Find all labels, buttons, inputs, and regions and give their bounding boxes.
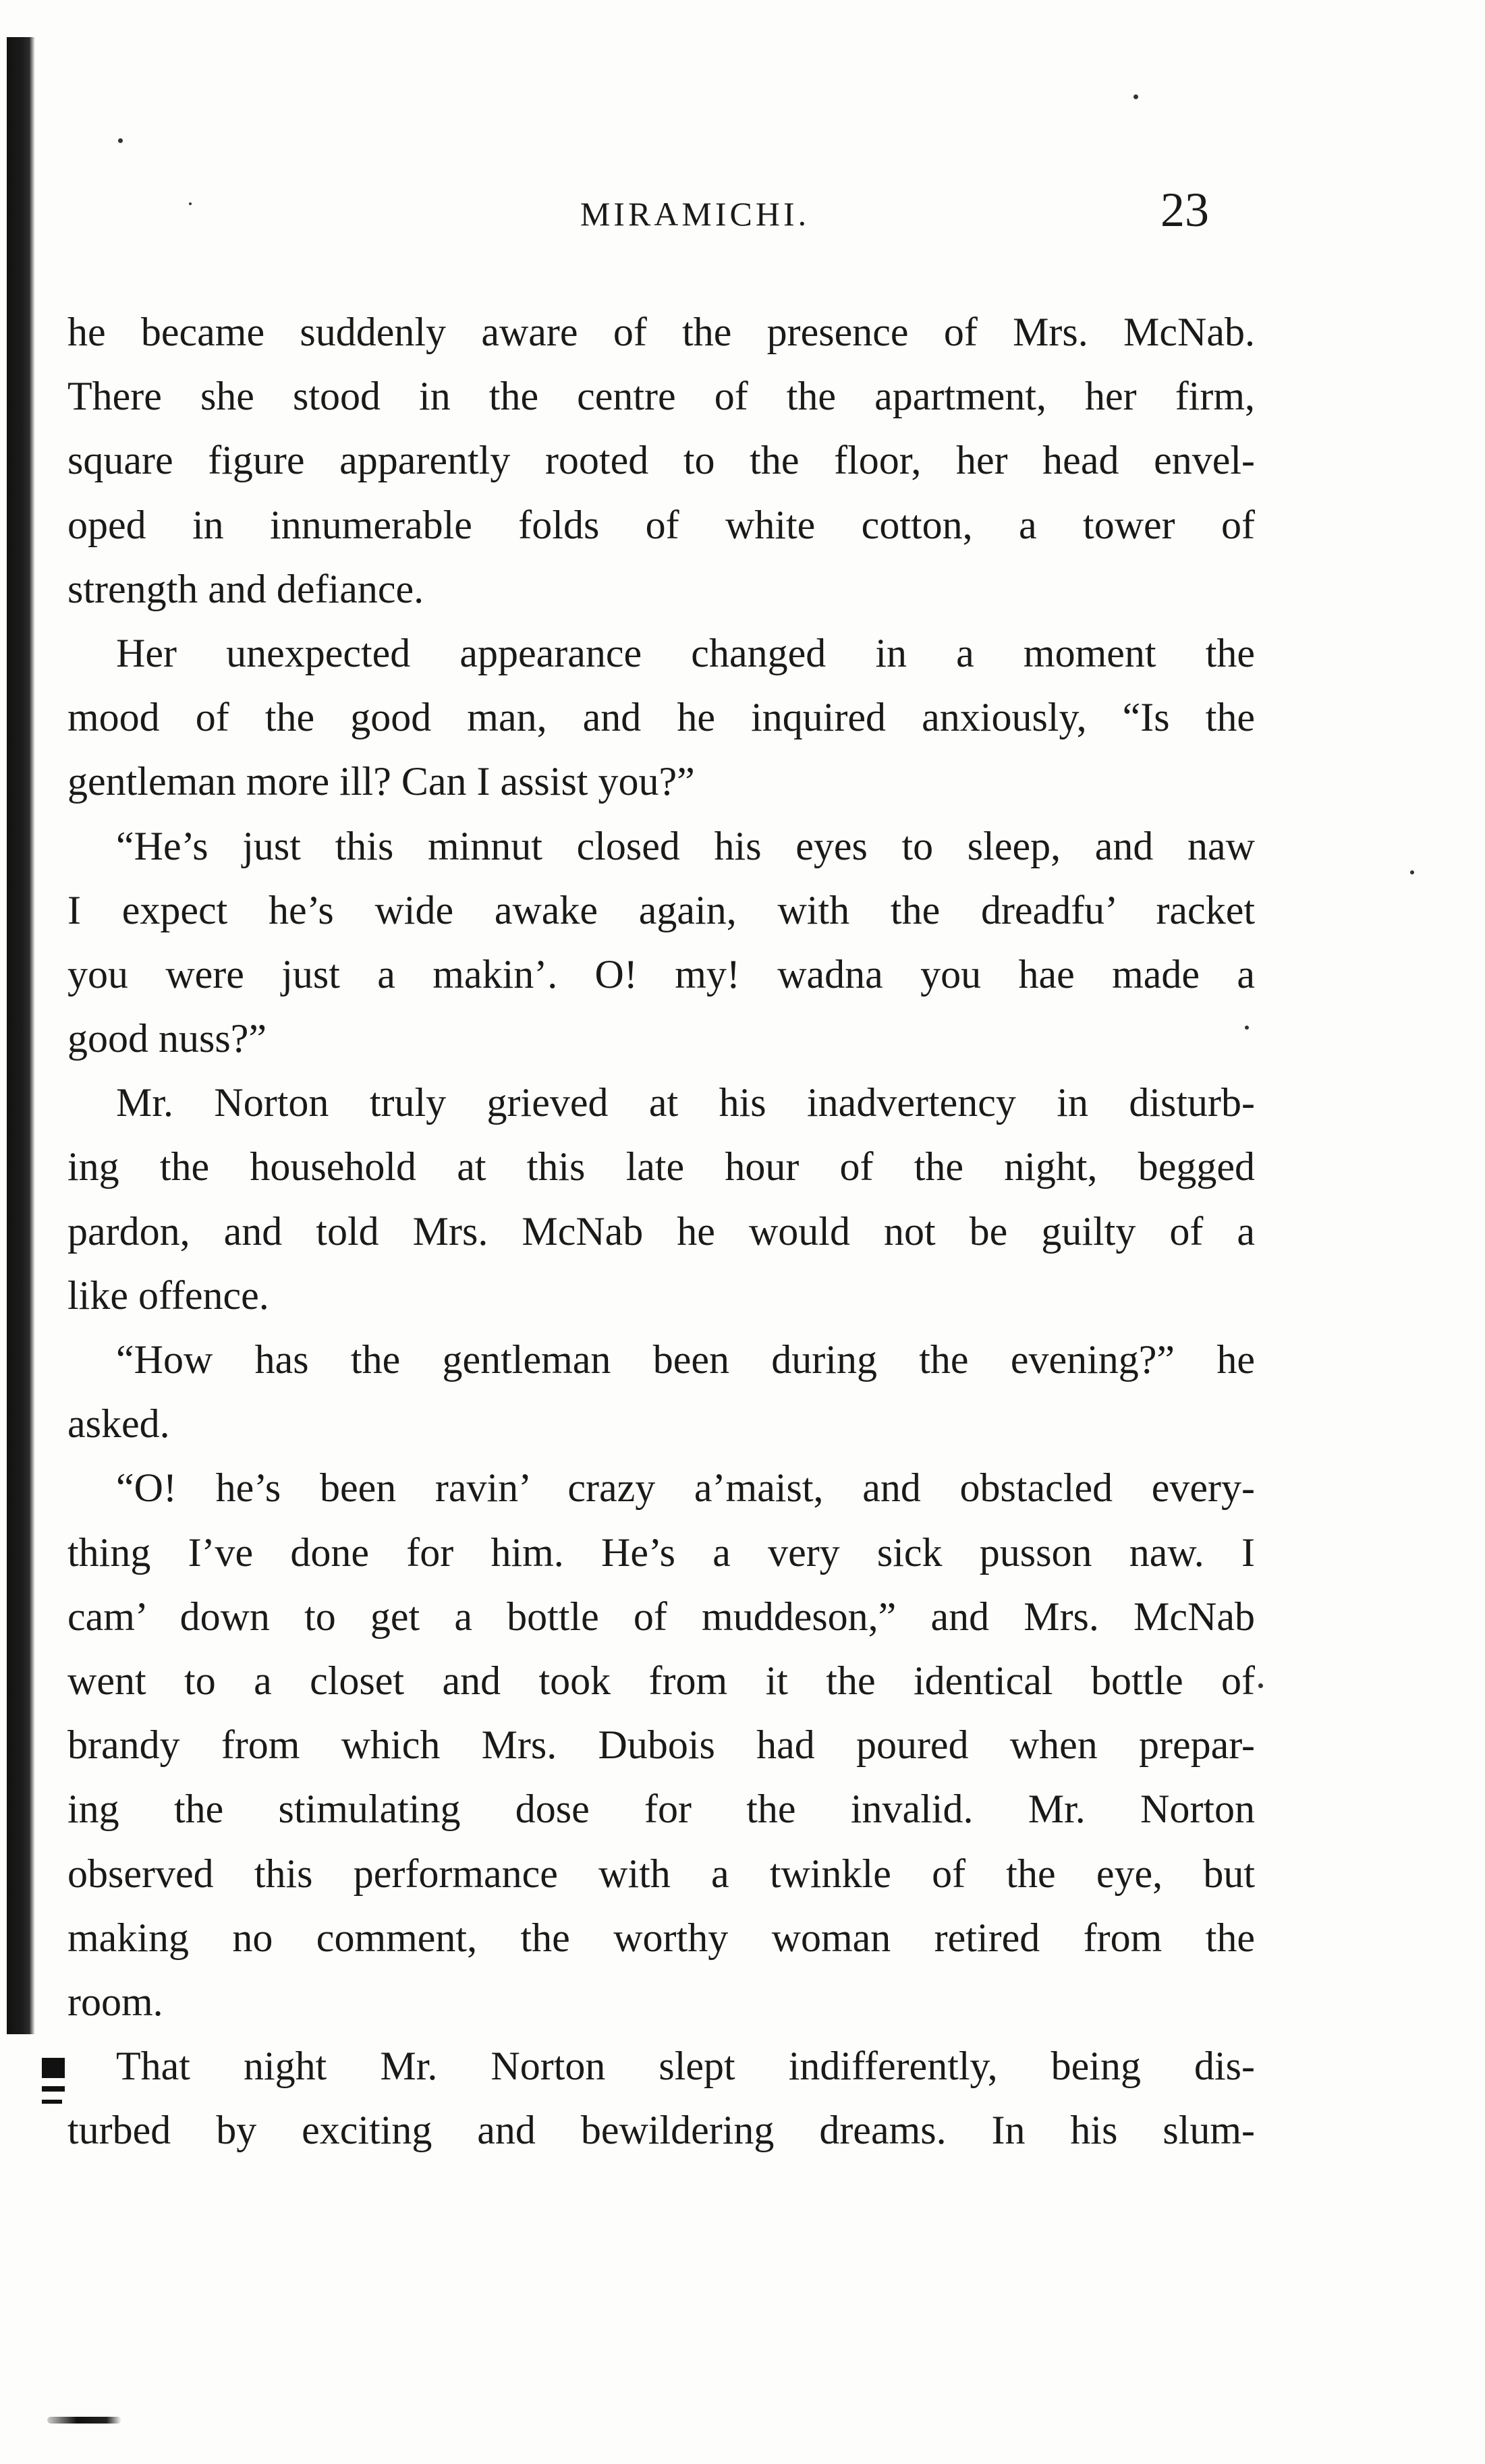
text-line: square figure apparently rooted to the floor, her head envel- — [67, 438, 1255, 483]
page-number: 23 — [1160, 183, 1209, 237]
ink-speck — [1258, 1683, 1263, 1688]
text-line: strength and defiance. — [67, 566, 424, 611]
text-line: “How has the gentleman been during the evening?” he — [116, 1337, 1255, 1382]
binding-mark — [42, 2086, 65, 2092]
text-line: asked. — [67, 1401, 170, 1447]
text-line: brandy from which Mrs. Dubois had poured when prepar- — [67, 1723, 1255, 1768]
text-line: mood of the good man, and he inquired anxiously, “Is the — [67, 695, 1255, 740]
text-line: cam’ down to get a bottle of muddeson,” and Mrs. McNab — [67, 1594, 1255, 1639]
text-line: pardon, and told Mrs. McNab he would not be guilty of a — [67, 1208, 1255, 1254]
ink-speck — [1410, 870, 1414, 874]
ink-smudge — [47, 2417, 121, 2424]
body-text — [67, 300, 1255, 2162]
text-line: thing I’ve done for him. He’s a very sick pusson naw. I — [67, 1530, 1255, 1575]
binding-mark — [42, 2100, 62, 2104]
text-line: you were just a makin’. O! my! wadna you hae made a — [67, 951, 1255, 997]
text-line: he became suddenly aware of the presence of Mrs. McNab. — [67, 310, 1255, 354]
text-line: “He’s just this minnut closed his eyes to sleep, and naw — [116, 823, 1255, 868]
running-head — [0, 182, 1485, 243]
text-line: ing the stimulating dose for the invalid. Mr. Norton — [67, 1787, 1255, 1832]
text-line: That night Mr. Norton slept indifferently, being dis- — [116, 2044, 1255, 2089]
ink-speck — [118, 138, 123, 143]
ink-speck — [1133, 94, 1138, 99]
text-line: ing the household at this late hour of the night, begged — [67, 1144, 1255, 1189]
running-title: MIRAMICHI. — [580, 195, 810, 233]
binding-mark — [42, 2058, 65, 2078]
text-line: observed this performance with a twinkle of the eye, but — [67, 1851, 1255, 1896]
text-line: making no comment, the worthy woman retired from the — [67, 1915, 1255, 1960]
text-line: turbed by exciting and bewildering dreams. In his slum- — [67, 2108, 1255, 2153]
text-line: gentleman more ill? Can I assist you?” — [67, 759, 695, 804]
text-line: room. — [67, 1979, 163, 2024]
text-line: Mr. Norton truly grieved at his inadvertency in disturb- — [116, 1080, 1255, 1125]
text-line: oped in innumerable folds of white cotton, a tower of — [67, 502, 1255, 547]
text-line: good nuss?” — [67, 1016, 267, 1061]
text-line: “O! he’s been ravin’ crazy a’maist, and obstacled every- — [116, 1465, 1255, 1511]
binding-shadow — [7, 37, 35, 2034]
text-line: I expect he’s wide awake again, with the dreadfu’ racket — [67, 887, 1255, 932]
text-line: Her unexpected appearance changed in a moment the — [116, 630, 1255, 675]
text-line: There she stood in the centre of the apartment, her firm, — [67, 374, 1255, 419]
text-line: like offence. — [67, 1272, 269, 1318]
text-line: went to a closet and took from it the identical bottle of — [67, 1658, 1255, 1703]
